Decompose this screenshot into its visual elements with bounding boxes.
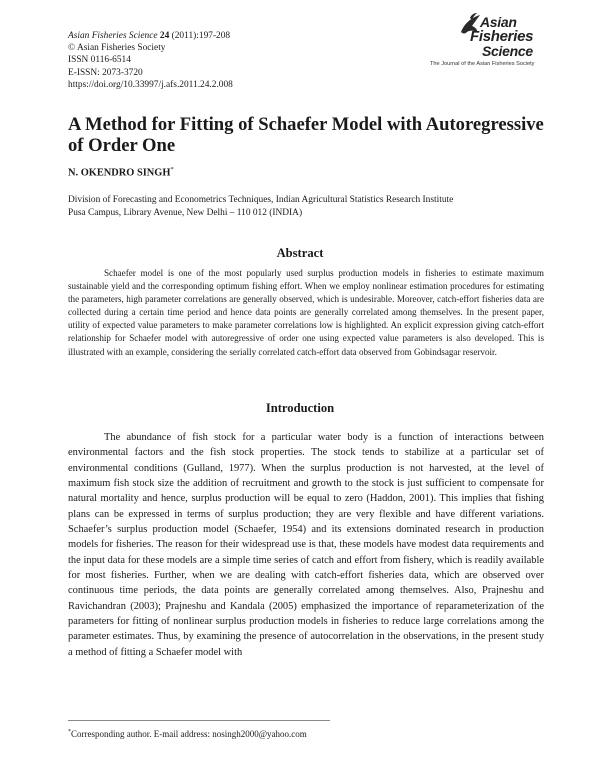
footnote xyxy=(68,729,307,739)
logo-tagline: The Journal of the Asian Fisheries Society xyxy=(430,61,535,67)
logo-word-asian: Asian xyxy=(480,14,517,30)
author-name xyxy=(68,166,174,178)
abstract-heading: Abstract xyxy=(276,246,324,260)
footnote-text: Corresponding author. E-mail address: nosingh2000@yahoo.com xyxy=(71,729,307,739)
footnote-mark: * xyxy=(68,729,71,735)
journal-issue-pages: (2011):197-208 xyxy=(171,31,231,41)
citation-line xyxy=(68,30,233,42)
journal-logo xyxy=(430,10,580,70)
paper-title: A Method for Fitting of Schaefer Model with Autoregressive of Order One xyxy=(68,114,544,156)
logo-word-fisheries: Fisheries xyxy=(470,28,534,45)
author-name-text: N. OKENDRO SINGH xyxy=(68,167,171,179)
introduction-text: The abundance of fish stock for a particular water body is a function of interactions between environmental factors and the fish stock properties. The stock tends to stabilize at a particular set of environmental conditions (Gulland, 1977). When the surplus production is not harvested, at the level of maximum fish stock size the addition of recruitment and growth to the stock is just sufficient to compensate for natural mortality and hence, surplus production will be equal to zero (Haddon, 2001). This implies that fishing plans can be expressed in terms of surplus production; they are very flexible and have different variations. Schaefer’s surplus production model (Schaefer, 1954) and its extensions dominated research in production models for fisheries. The reason for their widespread use is that, these models have modest data requirements and the input data for these models are a simple time series of catch and effort from fishery, which is readily available for most fisheries. Further, when we are dealing with catch-effort fisheries data, which are observed over continuous time periods, the data points are generally correlated among themselves. Also, Prajneshu and Ravichandran (2003); Prajneshu and Kandala (2005) emphasized the importance of reparameterization of the parameters for fitting of nonlinear surplus production models in fisheries to reduce large correlations among the parameter estimates. Thus, by examining the presence of autocorrelation in the observations, in the present study a method of fitting a Schaefer model with xyxy=(68,432,544,658)
abstract-text: Schaefer model is one of the most popularly used surplus production models in fisheries to estimate maximum sustainable yield and the corresponding optimum fishing effort. When we employ nonlinear estimation procedures for estimating the parameters, high parameter correlations are generally observed, which is undesirable. Moreover, catch-effort fisheries data are collected during a certain time period and hence data points are generally correlated among themselves. In the present paper, utility of expected value parameters to make parameter correlations low is highlighted. An explicit expression giving catch-effort relationship for Schaefer model with autoregressive of order one using expected value parameters is also developed. This is illustrated with an example, considering the serially correlated catch-effort data observed from Gobindsagar reservoir. xyxy=(68,268,544,357)
journal-metadata xyxy=(68,30,233,91)
author-footnote-mark: * xyxy=(170,166,174,173)
introduction-heading: Introduction xyxy=(265,401,335,415)
doi-link[interactable]: https://doi.org/10.33997/j.afs.2011.24.2.008 xyxy=(68,79,233,90)
copyright-line: © Asian Fisheries Society xyxy=(68,43,166,54)
logo-word-science: Science xyxy=(482,43,533,59)
journal-name: Asian Fisheries Science xyxy=(68,31,158,41)
affiliation-line-1: Division of Forecasting and Econometrics Techniques, Indian Agricultural Statistics Research Institute xyxy=(68,195,454,205)
footnote-divider xyxy=(68,720,330,721)
journal-volume: 24 xyxy=(159,31,170,41)
affiliation-line-2: Pusa Campus, Library Avenue, New Delhi – 110 012 (INDIA) xyxy=(68,207,303,218)
issn-line: ISSN 0116-6514 xyxy=(68,55,131,66)
affiliation xyxy=(68,194,453,219)
eissn-line: E-ISSN: 2073-3720 xyxy=(68,67,143,78)
